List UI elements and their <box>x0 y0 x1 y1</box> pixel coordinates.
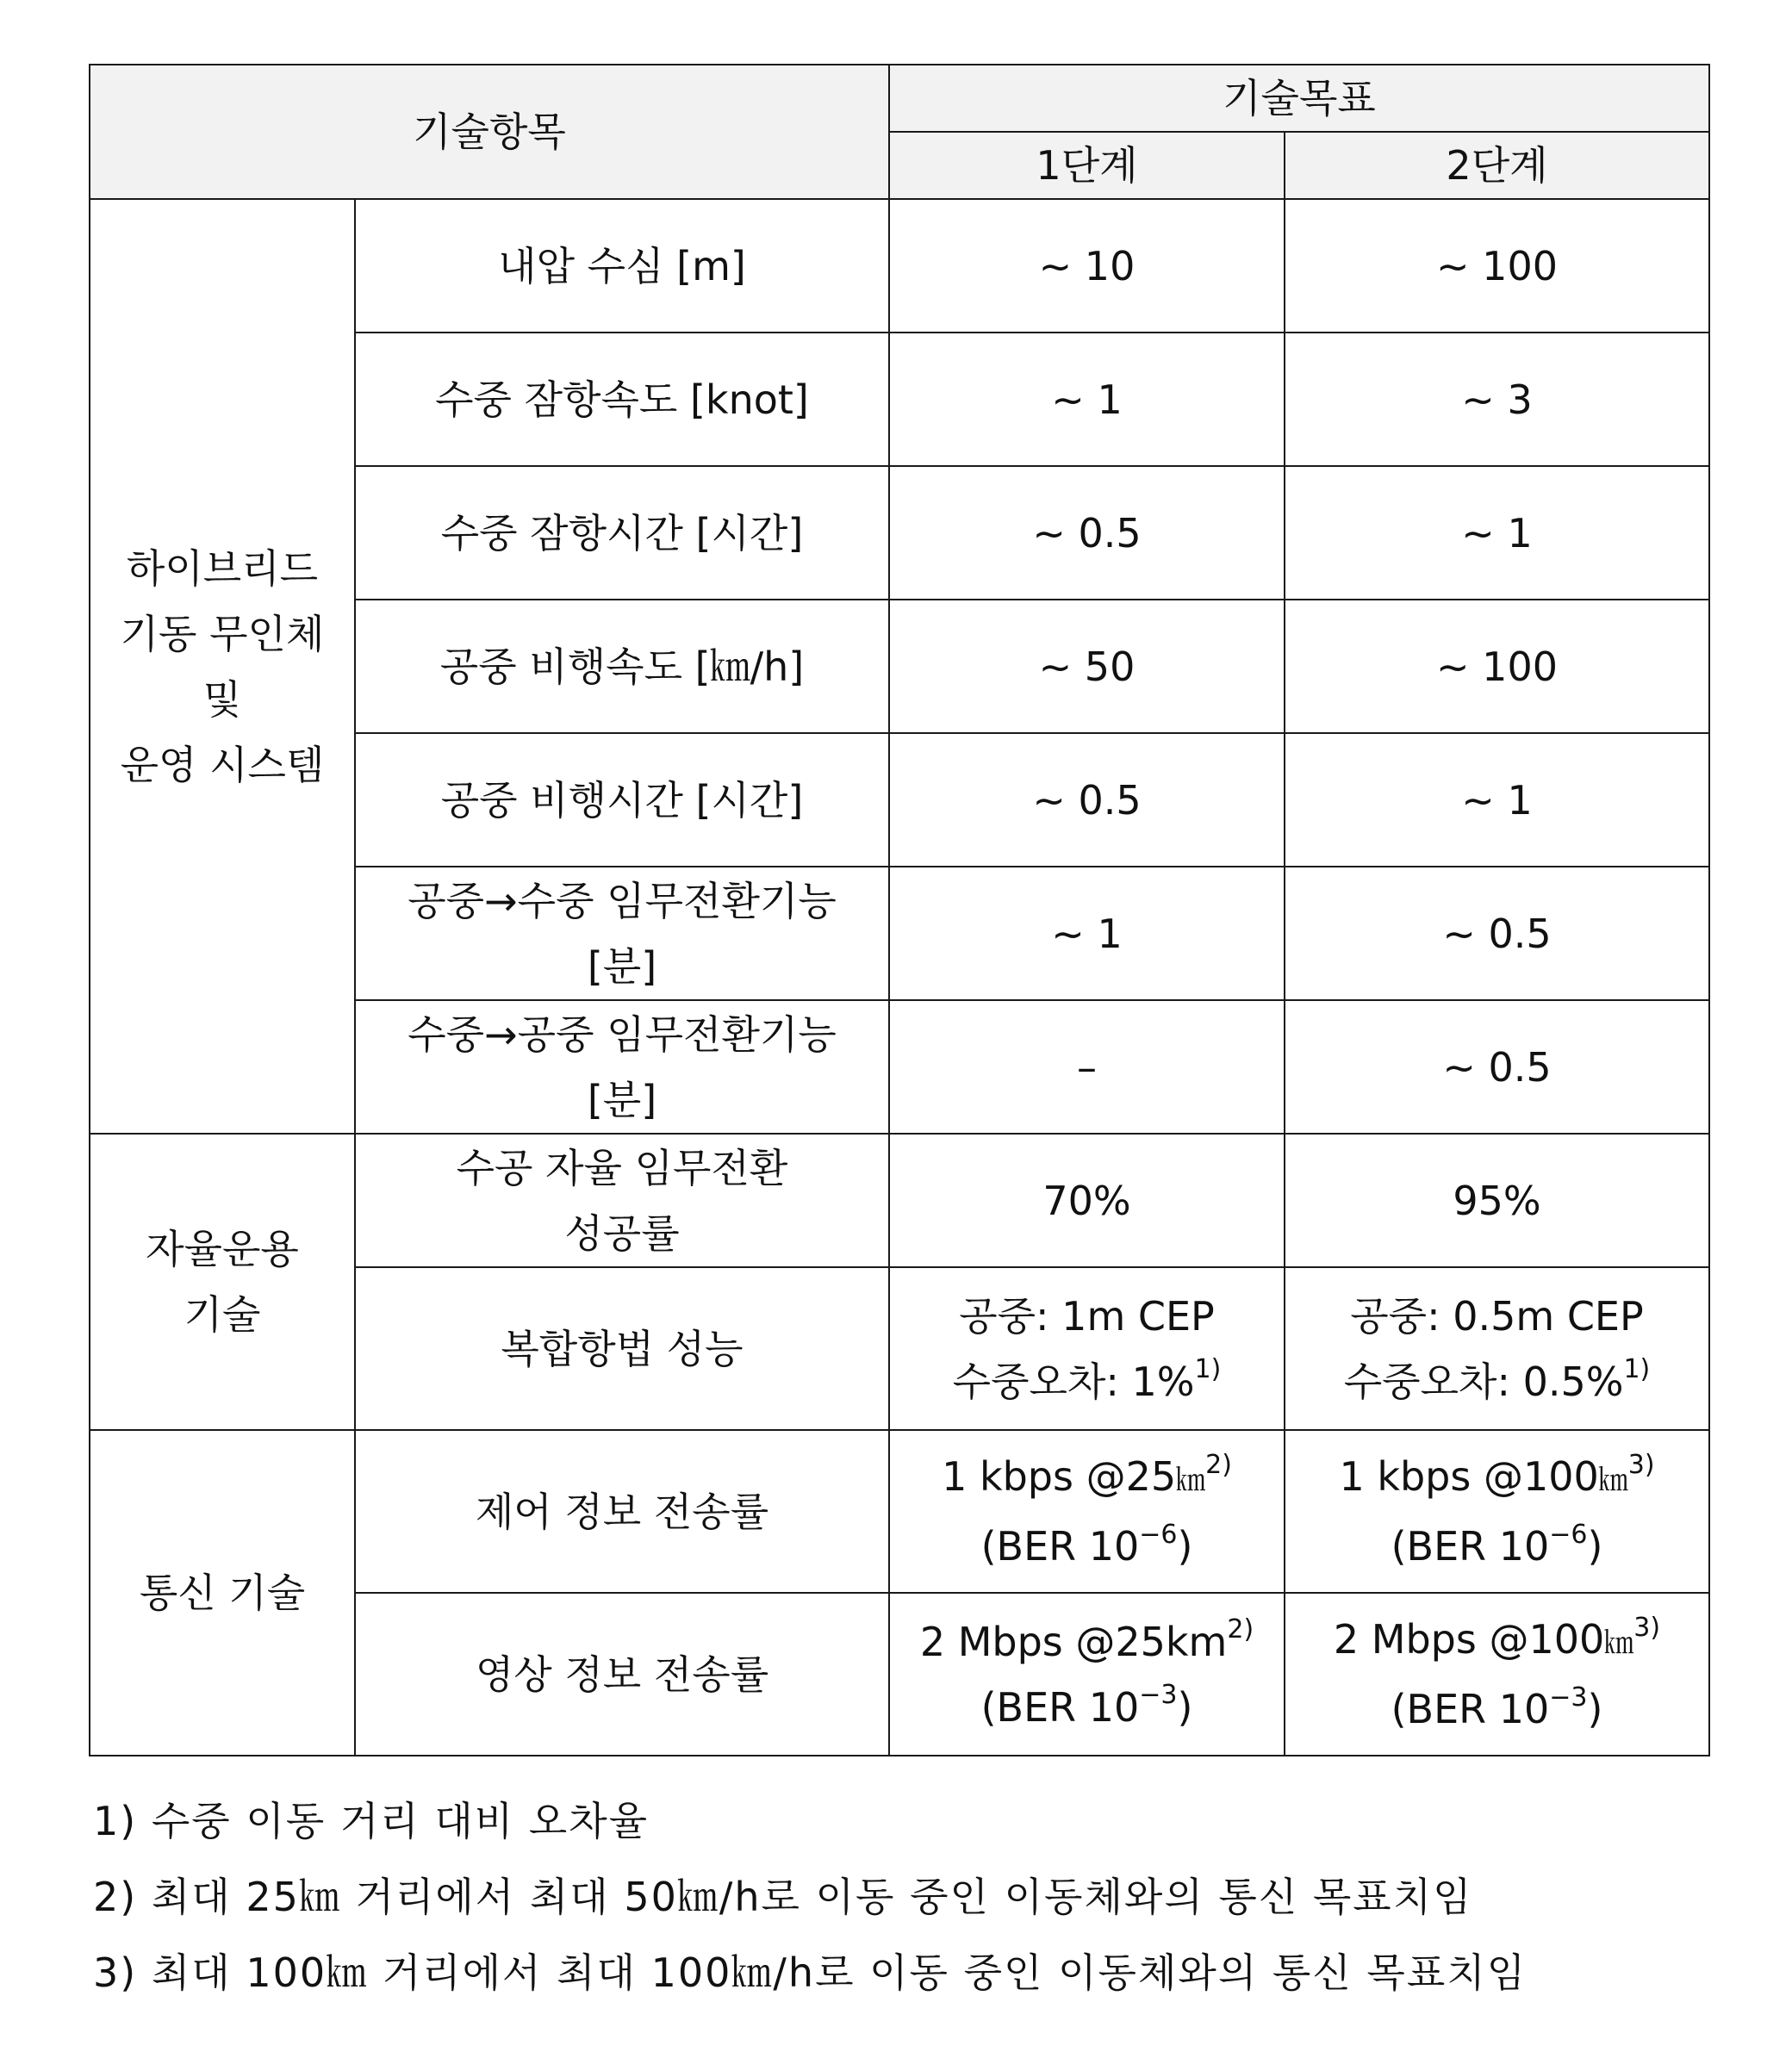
stage1-cell: ~ 1 <box>889 867 1285 1000</box>
nav-water-line <box>1294 1349 1700 1414</box>
item-label: 복합항법 성능 <box>501 1325 744 1372</box>
footnote: 2) 최대 25㎞ 거리에서 최대 50㎞/h로 이동 중인 이동체와의 통신 목표치임 <box>93 1874 1473 1920</box>
ber-line <box>1294 1676 1700 1742</box>
item-label: 공중 비행속도 [㎞/h] <box>439 643 805 690</box>
item-cell <box>355 867 889 1000</box>
stage1-cell: 70% <box>889 1134 1285 1267</box>
category-line: 기동 무인체 <box>120 610 325 657</box>
nav-air-value: 공중: 1m CEP <box>959 1292 1215 1340</box>
header-stage-1: 1단계 <box>889 132 1285 199</box>
item-label: 수중 잠항시간 [시간] <box>440 509 804 556</box>
header-tech-item: 기술항목 <box>90 65 889 199</box>
stage2-cell: ~ 1 <box>1285 733 1709 867</box>
footnote-ref: 3) <box>1633 1612 1661 1643</box>
ber-exponent: −6 <box>1139 1519 1178 1550</box>
ber-prefix: (BER 10 <box>1391 1523 1550 1570</box>
item-cell <box>355 199 889 333</box>
ber-suffix: ) <box>1177 1683 1193 1731</box>
nav-water-value: 수중오차: 0.5% <box>1343 1358 1624 1405</box>
ber-line <box>899 1675 1275 1740</box>
category-hybrid <box>90 199 355 1134</box>
item-cell <box>355 1000 889 1134</box>
rate-line <box>1294 1444 1700 1514</box>
category-line: 운영 시스템 <box>120 741 325 788</box>
footnote-ref: 1) <box>1194 1354 1222 1385</box>
nav-water-value: 수중오차: 1% <box>952 1358 1195 1405</box>
ber-suffix: ) <box>1587 1523 1603 1570</box>
rate-value: 1 kbps @25 <box>942 1453 1177 1500</box>
category-line: 기술 <box>184 1291 261 1338</box>
unit: ㎞ <box>1604 1626 1634 1661</box>
unit: ㎞ <box>1598 1464 1628 1498</box>
header-stage-2: 2단계 <box>1285 132 1709 199</box>
category-autonomy <box>90 1134 355 1430</box>
stage1-cell: ~ 0.5 <box>889 733 1285 867</box>
stage1-cell: ~ 0.5 <box>889 466 1285 600</box>
stage2-cell: ~ 0.5 <box>1285 867 1709 1000</box>
stage1-cell: ~ 50 <box>889 600 1285 733</box>
unit: ㎞ <box>1176 1464 1206 1498</box>
rate-value: 2 Mbps @100 <box>1333 1616 1605 1663</box>
stage2-cell: 95% <box>1285 1134 1709 1267</box>
item-cell <box>355 333 889 466</box>
category-line: 및 <box>202 675 242 723</box>
rate-line <box>1294 1607 1700 1676</box>
rate-value: 1 kbps @100 <box>1339 1453 1599 1500</box>
nav-air-value: 공중: 0.5m CEP <box>1350 1292 1644 1340</box>
header-tech-target: 기술목표 <box>889 65 1709 132</box>
category-line: 자율운용 <box>146 1226 299 1272</box>
ber-exponent: −6 <box>1549 1519 1588 1550</box>
stage2-cell: ~ 100 <box>1285 600 1709 733</box>
item-label: 수중→공중 임무전환기능 <box>408 1010 837 1058</box>
item-label: 성공률 <box>564 1209 680 1257</box>
rate-line <box>899 1609 1275 1675</box>
ber-prefix: (BER 10 <box>980 1683 1140 1731</box>
item-cell <box>355 1134 889 1267</box>
item-cell <box>355 1267 889 1430</box>
rate-line <box>899 1444 1275 1514</box>
stage1-cell <box>889 1430 1285 1593</box>
ber-suffix: ) <box>1587 1686 1603 1732</box>
item-cell <box>355 1593 889 1756</box>
item-cell <box>355 733 889 867</box>
ber-line <box>1294 1514 1700 1579</box>
rate-value: 2 Mbps @25 <box>919 1618 1166 1665</box>
ber-exponent: −3 <box>1549 1682 1588 1713</box>
category-line: 하이브리드 <box>126 544 319 592</box>
stage1-cell <box>889 1593 1285 1756</box>
item-cell <box>355 466 889 600</box>
item-cell <box>355 1430 889 1593</box>
ber-line <box>899 1514 1275 1579</box>
ber-exponent: −3 <box>1139 1680 1178 1711</box>
footnote: 3) 최대 100㎞ 거리에서 최대 100㎞/h로 이동 중인 이동체와의 통신 목표치임 <box>93 1949 1528 1996</box>
stage2-cell <box>1285 1267 1709 1430</box>
stage1-cell: – <box>889 1000 1285 1134</box>
ber-prefix: (BER 10 <box>1391 1686 1550 1732</box>
stage2-cell: ~ 100 <box>1285 199 1709 333</box>
item-label: 영상 정보 전송률 <box>475 1651 769 1698</box>
item-cell <box>355 600 889 733</box>
footnote-ref: 3) <box>1627 1449 1655 1480</box>
footnote-ref: 1) <box>1623 1354 1651 1385</box>
nav-water-line <box>899 1349 1275 1414</box>
item-label: [분] <box>587 1076 657 1123</box>
stage2-cell: ~ 0.5 <box>1285 1000 1709 1134</box>
item-label: 수중 잠항속도 [knot] <box>435 376 809 423</box>
stage1-cell: ~ 1 <box>889 333 1285 466</box>
stage2-cell: ~ 1 <box>1285 466 1709 600</box>
stage2-cell <box>1285 1593 1709 1756</box>
item-label: 공중→수중 임무전환기능 <box>408 877 837 924</box>
ber-prefix: (BER 10 <box>980 1523 1140 1570</box>
footnotes <box>93 1783 1730 2011</box>
item-label: [분] <box>587 942 657 990</box>
stage2-cell: ~ 3 <box>1285 333 1709 466</box>
stage1-cell <box>889 1267 1285 1430</box>
ber-suffix: ) <box>1177 1523 1193 1570</box>
item-label: 공중 비행시간 [시간] <box>440 776 804 824</box>
footnote-ref: 2) <box>1227 1614 1254 1645</box>
item-label: 수공 자율 임무전환 <box>456 1144 788 1191</box>
category-comm <box>90 1430 355 1756</box>
stage1-cell: ~ 10 <box>889 199 1285 333</box>
item-label: 내압 수심 [m] <box>498 242 746 289</box>
tech-target-table <box>89 64 1710 1756</box>
unit: km <box>1165 1618 1228 1665</box>
category-line: 통신 기술 <box>139 1570 306 1616</box>
stage2-cell <box>1285 1430 1709 1593</box>
footnote-ref: 2) <box>1205 1449 1232 1480</box>
item-label: 제어 정보 전송률 <box>475 1488 769 1535</box>
footnote: 1) 수중 이동 거리 대비 오차율 <box>93 1798 650 1844</box>
